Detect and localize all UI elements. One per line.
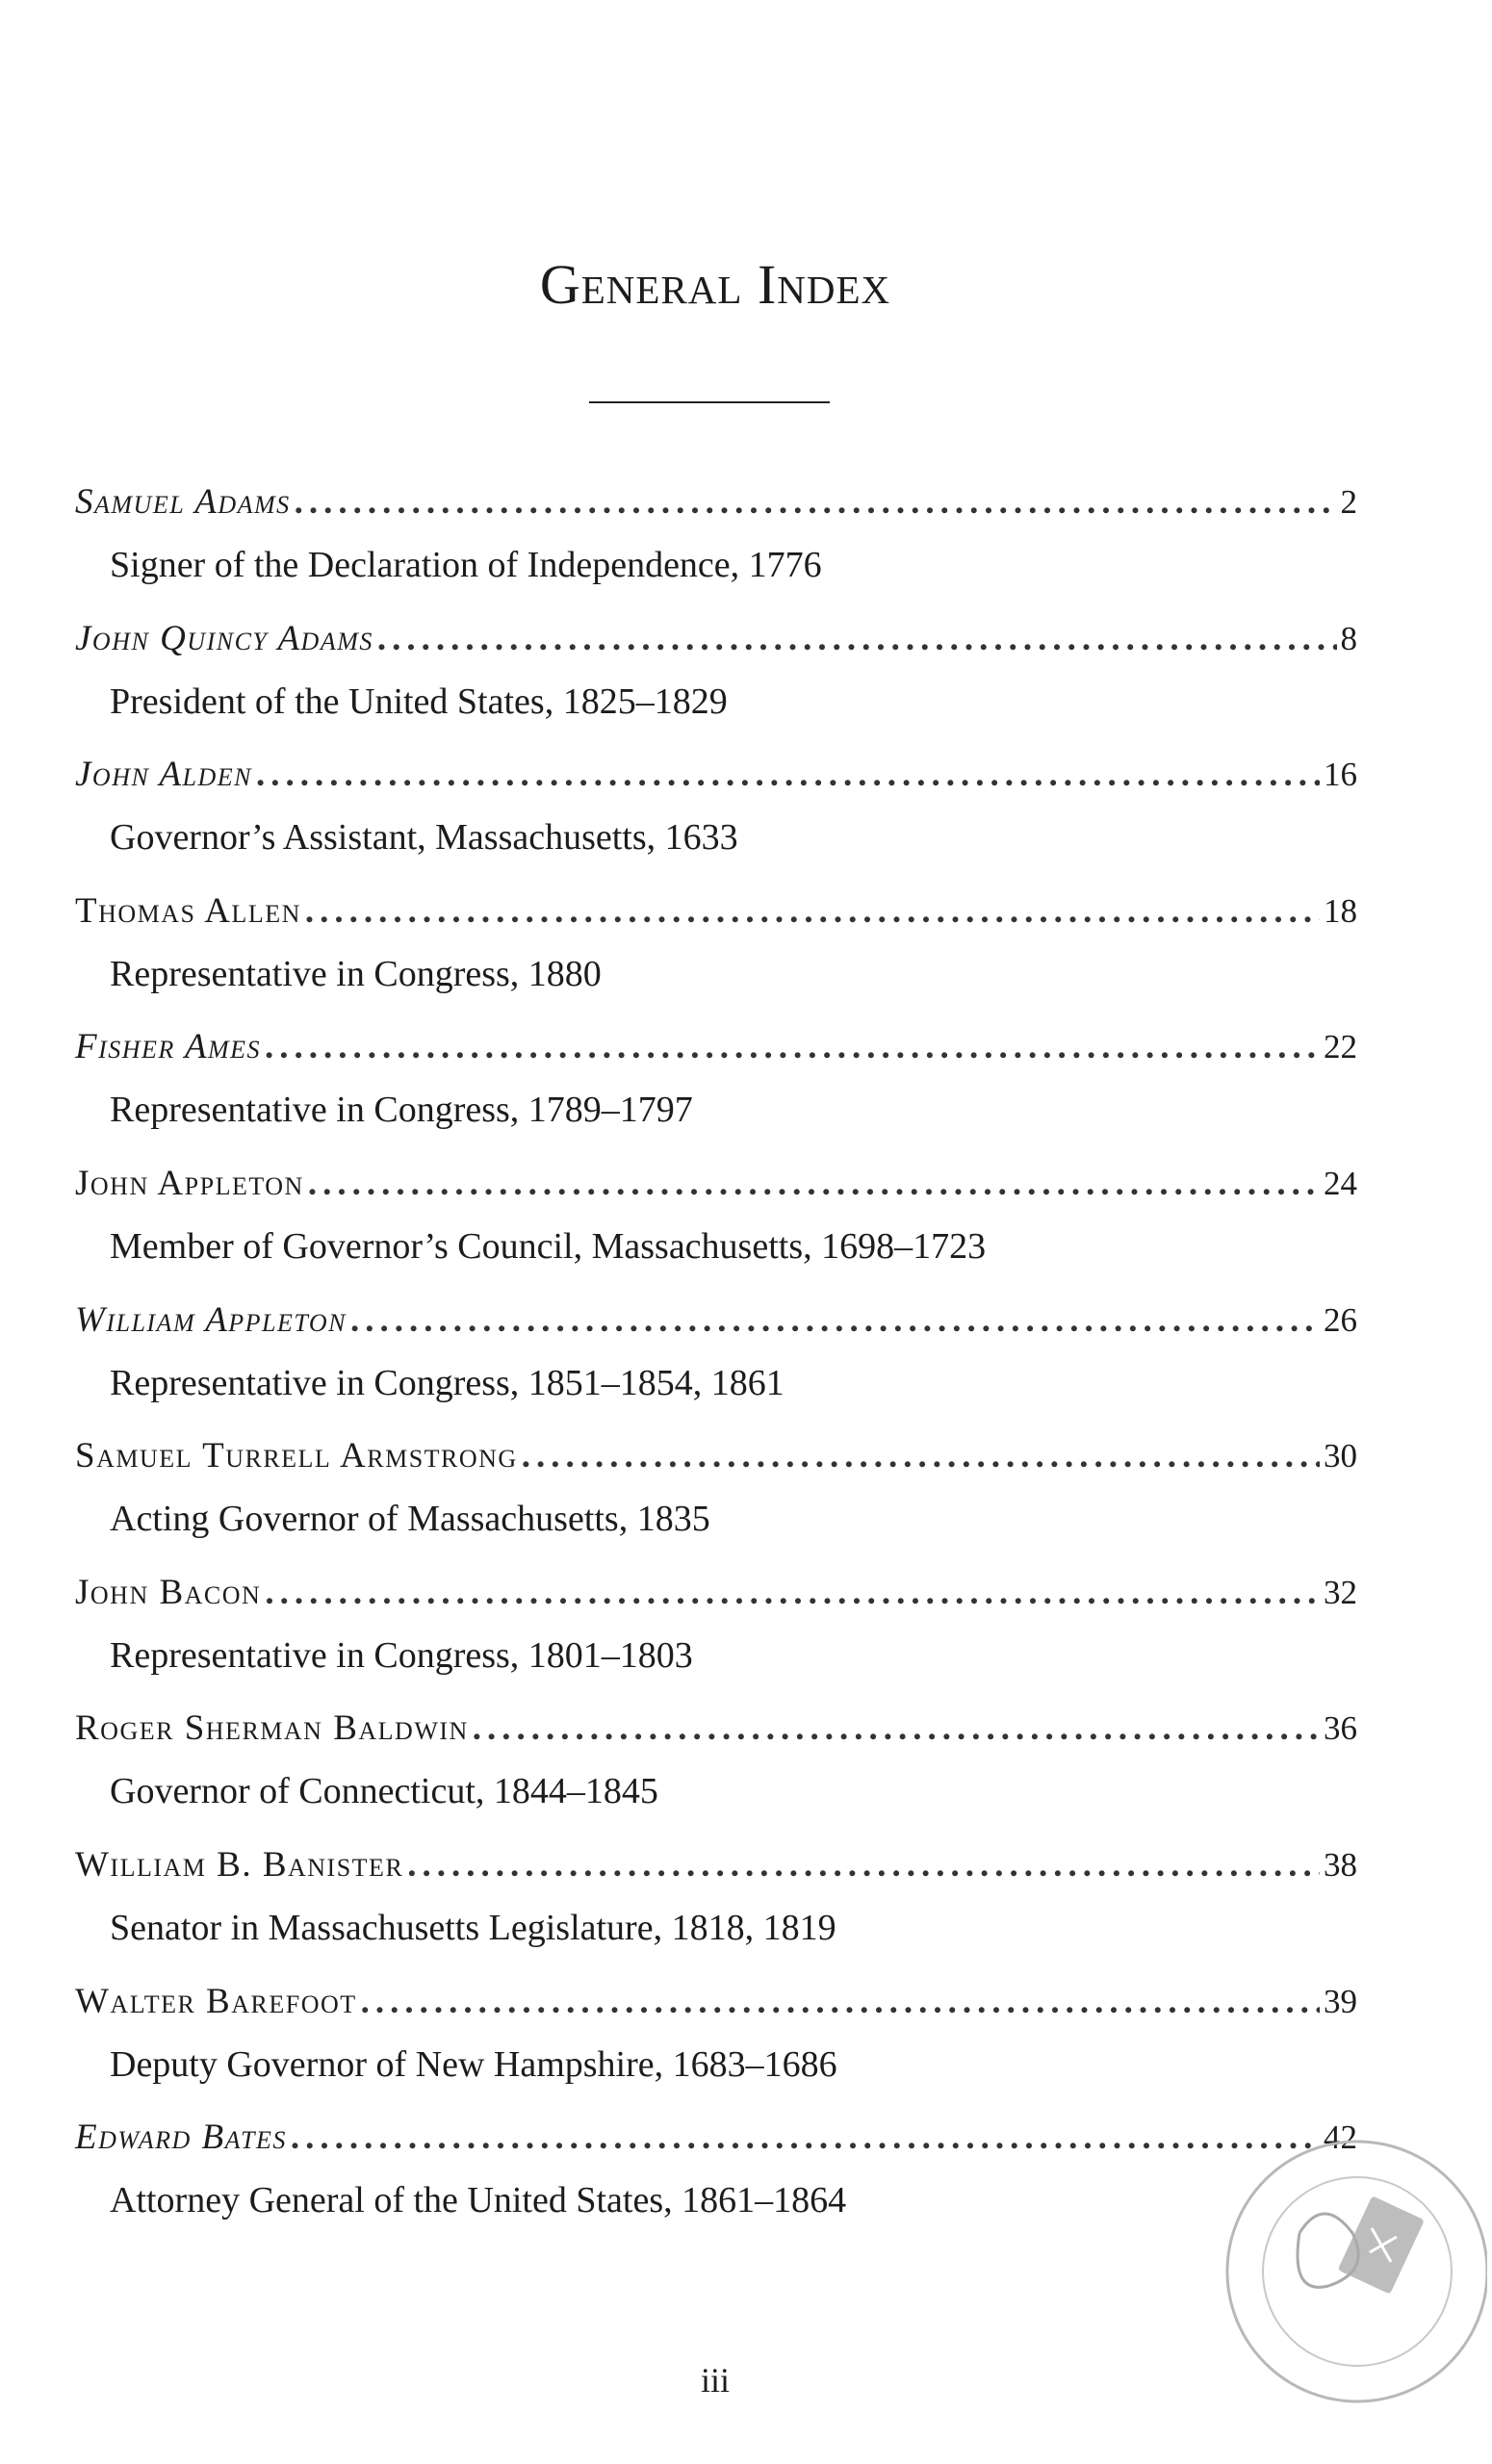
entry-heading bbox=[75, 1026, 1357, 1084]
entry-page: 38 bbox=[1324, 1845, 1357, 1884]
entry-name: John Bacon bbox=[75, 1572, 262, 1612]
entry-name: William B. Banister bbox=[75, 1844, 404, 1885]
entry-heading bbox=[75, 1163, 1357, 1220]
entry-name: Roger Sherman Baldwin bbox=[75, 1708, 469, 1749]
bookseller-stamp bbox=[1208, 2118, 1487, 2464]
entry-page: 32 bbox=[1324, 1573, 1357, 1611]
entry-description: Representative in Congress, 1801–1803 bbox=[110, 1634, 693, 1676]
page-number: iii bbox=[700, 2361, 730, 2400]
entry-page: 26 bbox=[1324, 1300, 1357, 1339]
entry-heading bbox=[75, 1435, 1357, 1493]
dot-leader bbox=[295, 481, 1337, 523]
entry-description: Governor’s Assistant, Massachusetts, 1633 bbox=[110, 817, 738, 859]
entry-description: Representative in Congress, 1880 bbox=[110, 953, 602, 994]
entry-description: Governor of Connecticut, 1844–1845 bbox=[110, 1771, 658, 1812]
entry-description: Representative in Congress, 1789–1797 bbox=[110, 1090, 693, 1131]
title-rule bbox=[589, 401, 830, 403]
index-entry bbox=[75, 754, 1357, 890]
index-entry bbox=[75, 1026, 1357, 1163]
entry-description: Senator in Massachusetts Legislature, 1818, 1819 bbox=[110, 1907, 836, 1948]
dot-leader bbox=[265, 1026, 1320, 1067]
dot-leader bbox=[361, 1981, 1320, 2022]
index-entry bbox=[75, 1299, 1357, 1436]
entry-page: 39 bbox=[1324, 1982, 1357, 2020]
entry-description: Signer of the Declaration of Independence, 1776 bbox=[110, 545, 822, 585]
dot-leader bbox=[308, 1163, 1320, 1204]
entry-description: Member of Governor’s Council, Massachusetts, 1698–1723 bbox=[110, 1225, 987, 1267]
index-entry bbox=[75, 481, 1357, 618]
entry-name: William Appleton bbox=[75, 1299, 347, 1340]
entry-page: 22 bbox=[1324, 1028, 1357, 1066]
index-entry bbox=[75, 2117, 1357, 2253]
entry-name: Edward Bates bbox=[75, 2118, 287, 2158]
entry-page: 24 bbox=[1324, 1164, 1357, 1202]
dot-leader bbox=[377, 618, 1337, 659]
entry-page: 36 bbox=[1324, 1709, 1357, 1748]
entry-name: Thomas Allen bbox=[75, 890, 301, 931]
entry-page: 8 bbox=[1340, 619, 1357, 657]
entry-heading bbox=[75, 890, 1357, 948]
entry-heading bbox=[75, 1299, 1357, 1357]
dot-leader bbox=[350, 1299, 1320, 1341]
dot-leader bbox=[305, 890, 1320, 932]
index-entry bbox=[75, 1844, 1357, 1981]
entry-name: Walter Barefoot bbox=[75, 1981, 357, 2021]
entry-name: John Alden bbox=[75, 755, 252, 795]
dot-leader bbox=[265, 1572, 1320, 1613]
index-entry bbox=[75, 1163, 1357, 1299]
index-entry bbox=[75, 1707, 1357, 1844]
entry-page: 30 bbox=[1324, 1437, 1357, 1476]
entry-heading bbox=[75, 2117, 1357, 2174]
entry-name: Fisher Ames bbox=[75, 1027, 262, 1067]
entry-heading bbox=[75, 1844, 1357, 1902]
entry-description: Representative in Congress, 1851–1854, 1861 bbox=[110, 1362, 785, 1403]
entry-description: Deputy Governor of New Hampshire, 1683–1686 bbox=[110, 2043, 837, 2085]
entry-heading bbox=[75, 481, 1357, 539]
index-entry bbox=[75, 1572, 1357, 1708]
dot-leader bbox=[522, 1435, 1320, 1476]
page-title: General Index bbox=[539, 253, 891, 316]
entry-heading bbox=[75, 754, 1357, 811]
entry-description: Acting Governor of Massachusetts, 1835 bbox=[110, 1499, 710, 1540]
index-list bbox=[75, 481, 1357, 2253]
entry-heading bbox=[75, 618, 1357, 676]
index-entry bbox=[75, 618, 1357, 755]
entry-heading bbox=[75, 1572, 1357, 1630]
entry-page: 18 bbox=[1324, 891, 1357, 930]
index-entry bbox=[75, 890, 1357, 1027]
entry-description: Attorney General of the United States, 1861–1864 bbox=[110, 2180, 847, 2221]
entry-heading bbox=[75, 1707, 1357, 1765]
index-entry bbox=[75, 1981, 1357, 2118]
dot-leader bbox=[291, 2117, 1320, 2158]
dot-leader bbox=[407, 1844, 1320, 1886]
dot-leader bbox=[256, 754, 1320, 795]
entry-heading bbox=[75, 1981, 1357, 2039]
entry-name: Samuel Adams bbox=[75, 482, 291, 522]
entry-page: 2 bbox=[1340, 483, 1357, 521]
entry-page: 16 bbox=[1324, 756, 1357, 794]
entry-name: Samuel Turrell Armstrong bbox=[75, 1436, 518, 1476]
index-entry bbox=[75, 1435, 1357, 1572]
entry-page: 42 bbox=[1324, 2118, 1357, 2157]
entry-name: John Quincy Adams bbox=[75, 618, 373, 658]
dot-leader bbox=[473, 1707, 1320, 1749]
entry-name: John Appleton bbox=[75, 1163, 304, 1203]
entry-description: President of the United States, 1825–1829 bbox=[110, 680, 728, 722]
